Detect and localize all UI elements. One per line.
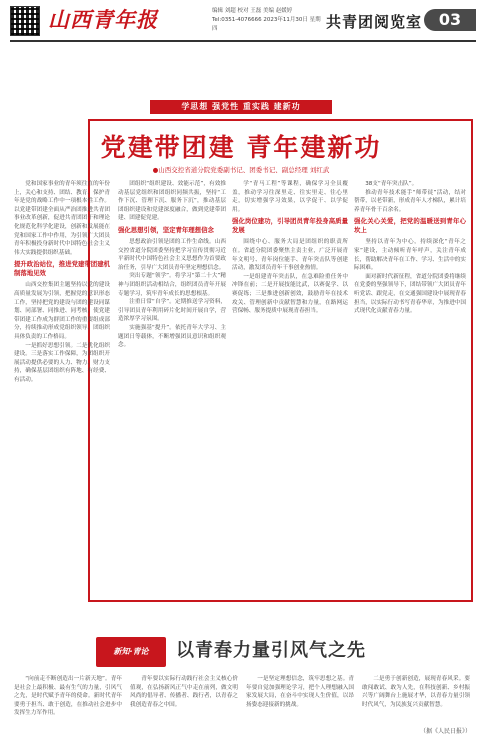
second-column-1: “向前走不断创造出一片新天地”。青年是社会上最积极、最有生气的力量，引风气之先，是时代赋予青年的使命。新时代青年要勇于担当、敢于创造，在推动社会进步中发挥生力军作用。 [14, 676, 122, 717]
date-line: Tel:0351-4076666 2023年11月30日 星期四 [212, 17, 321, 32]
masthead-divider [10, 40, 476, 42]
paragraph: 注重日常“自学”。定期推送学习资料，引导团员青年利用碎片化时间开展自学，营造浓厚学习氛围。 [118, 299, 226, 323]
masthead [0, 0, 481, 42]
paragraph: 面对新时代新征程，省道分院团委将继续在党委的坚强领导下，团结带领广大团员青年听党话、跟党走，在交通强国建设中展现青春担当，以实际行动书写青春华章，为推进中国式现代化贡献青春力量。 [354, 273, 466, 315]
paragraph: 学“青马工程”等课程，确保学习全员覆盖，推动学习往深里走、往实里走、往心里走，切实增强学习效果，以学促干、以学促用。 [232, 181, 348, 213]
section-heading: 强化思想引领，坚定青年理想信念 [118, 225, 214, 234]
paragraph: 党和国家事业的青年须往直的年份上，关心和支持、团结、教育、保护青年是党的战略工作中一项根本性工作。以党建带团建全面从严治团推进共青团事业改革创新，促进共青团团干和理论化规范化科学化建设，创新和发展能在党和国家工作中作用，为引领广大团员青年积极投身新时代中国特色社会主义伟大实践提供组织基础。 [14, 181, 110, 256]
section-heading: 提升政治站位，推进党建带团建机制落地见效 [14, 260, 110, 278]
article-source: （据《人民日报》） [420, 728, 472, 735]
page-number-badge: 03 [424, 9, 476, 31]
article-column-4 [354, 180, 466, 596]
article-byline: ●山西交控省道分院党委副书记、团委书记、副总经理 刘红武 [152, 166, 330, 174]
paragraph: 思想政治引领是团的工作生命线。山西交控省道分院团委坚持把学习宣传贯彻习近平新时代中国特色社会主义思想作为首要政治任务，引导广大团员青年坚定理想信念。 [118, 238, 226, 271]
paragraph: 突出专题“领学”。将学习“第二十大”精神与团组织活动相结合，组织团员青年开展专题学习，筑牢青年成长的思想根基。 [118, 273, 226, 297]
paragraph: 山西交控集团主题坚持以党的建设高质量发展为引领，把握党的意识形态工作，坚持把党的建设与团的建设同谋划、同部署、同推进、同考核，使党建带团建工作成为群团工作的重要组成部分，持续推动形成党组织领导、团组织具体负责的工作格局。 [14, 282, 110, 340]
main-headline[interactable]: 党建带团建 青年建新功 [100, 133, 382, 162]
second-column-3: 一是坚定理想信念，筑牢思想之基。青年要自觉加强理论学习，把个人理想融入国家发展大局，在奋斗中实现人生价值，以昂扬姿态迎接新的挑战。 [246, 676, 354, 708]
paragraph: 团组织“组织建设、效能示范”，有效推动基层党组织和团组织同频共振，坚持“工作下沉、管理下沉、服务下沉”，推动基层团组织建设和党建深度融合，做到党建带团建、团建促党建。 [118, 181, 226, 222]
paragraph: 推动青年技术能手“师带徒”活动，结对帮带，以老带新，形成青年人才梯队，累计培养青年骨干百余名。 [354, 189, 466, 213]
section-heading: 强化岗位建功，引导团员青年投身高质量发展 [232, 217, 348, 235]
paragraph: 38支“青年突击队”。 [365, 181, 418, 187]
second-column-4: 二是勇于创新创造，展现青春风采。要敢闯敢试、敢为人先，在科技创新、乡村振兴等广阔舞台上施展才华，以青春力量引领时代风气，为民族复兴贡献智慧。 [362, 676, 470, 708]
qr-code-icon[interactable] [10, 6, 40, 36]
slogan-banner: 学思想 强党性 重实践 建新功 [150, 100, 332, 114]
article-column-3 [232, 180, 348, 596]
section-badge: 新知·青论 [96, 637, 166, 667]
paragraph: 一是组建青年突击队，在急难险重任务中冲锋在前；二是开展技能比武，以赛促学、以赛促练；三是推进创新创效，鼓励青年在技术攻关、管理创新中贡献智慧和力量，在路网运营保畅、服务提质中展现青春担当。 [232, 273, 348, 315]
paragraph: 围绕中心、服务大局是团组织的职责所在。省道分院团委聚焦主责主业，广泛开展青年文明号、青年岗位能手、青年突击队等创建活动，激发团员青年干事创业热情。 [232, 239, 348, 272]
section-heading: 强化关心关爱，把党的温暖送到青年心坎上 [354, 217, 466, 235]
column-name: 共青团阅览室 [326, 13, 423, 31]
second-article-title[interactable]: 以青春力量引风气之先 [176, 640, 366, 661]
paragraph: 一是抓好思想引领。二是优化组织建设。三是落实工作保障，为团组织开展活动提供必要的人力、物力、财力支持，确保基层团组织有阵地、有经费、有活动。 [14, 342, 110, 383]
paragraph: 坚持以青年为中心，持续深化“青年之家”建设，主动倾听青年呼声，关注青年成长，帮助解决青年在工作、学习、生活中的实际困难。 [354, 239, 466, 272]
masthead-meta [212, 7, 322, 34]
second-column-2: 青年要以实际行动践行社会主义核心价值观，在弘扬新风正气中走在前列，做文明风尚的倡导者、传播者、践行者，以青春之我创造青春之中国。 [130, 676, 238, 708]
article-column-1 [14, 180, 110, 596]
newspaper-logo: 山西青年报 [48, 7, 158, 32]
editor-line: 编辑 刘超 校对 王磊 美编 赵媛婷 [212, 8, 293, 14]
article-column-2 [118, 180, 226, 596]
paragraph: 实施强基“提升”。依托青年大学习、主题团日等载体，不断增强团员意识和组织观念。 [118, 324, 226, 349]
